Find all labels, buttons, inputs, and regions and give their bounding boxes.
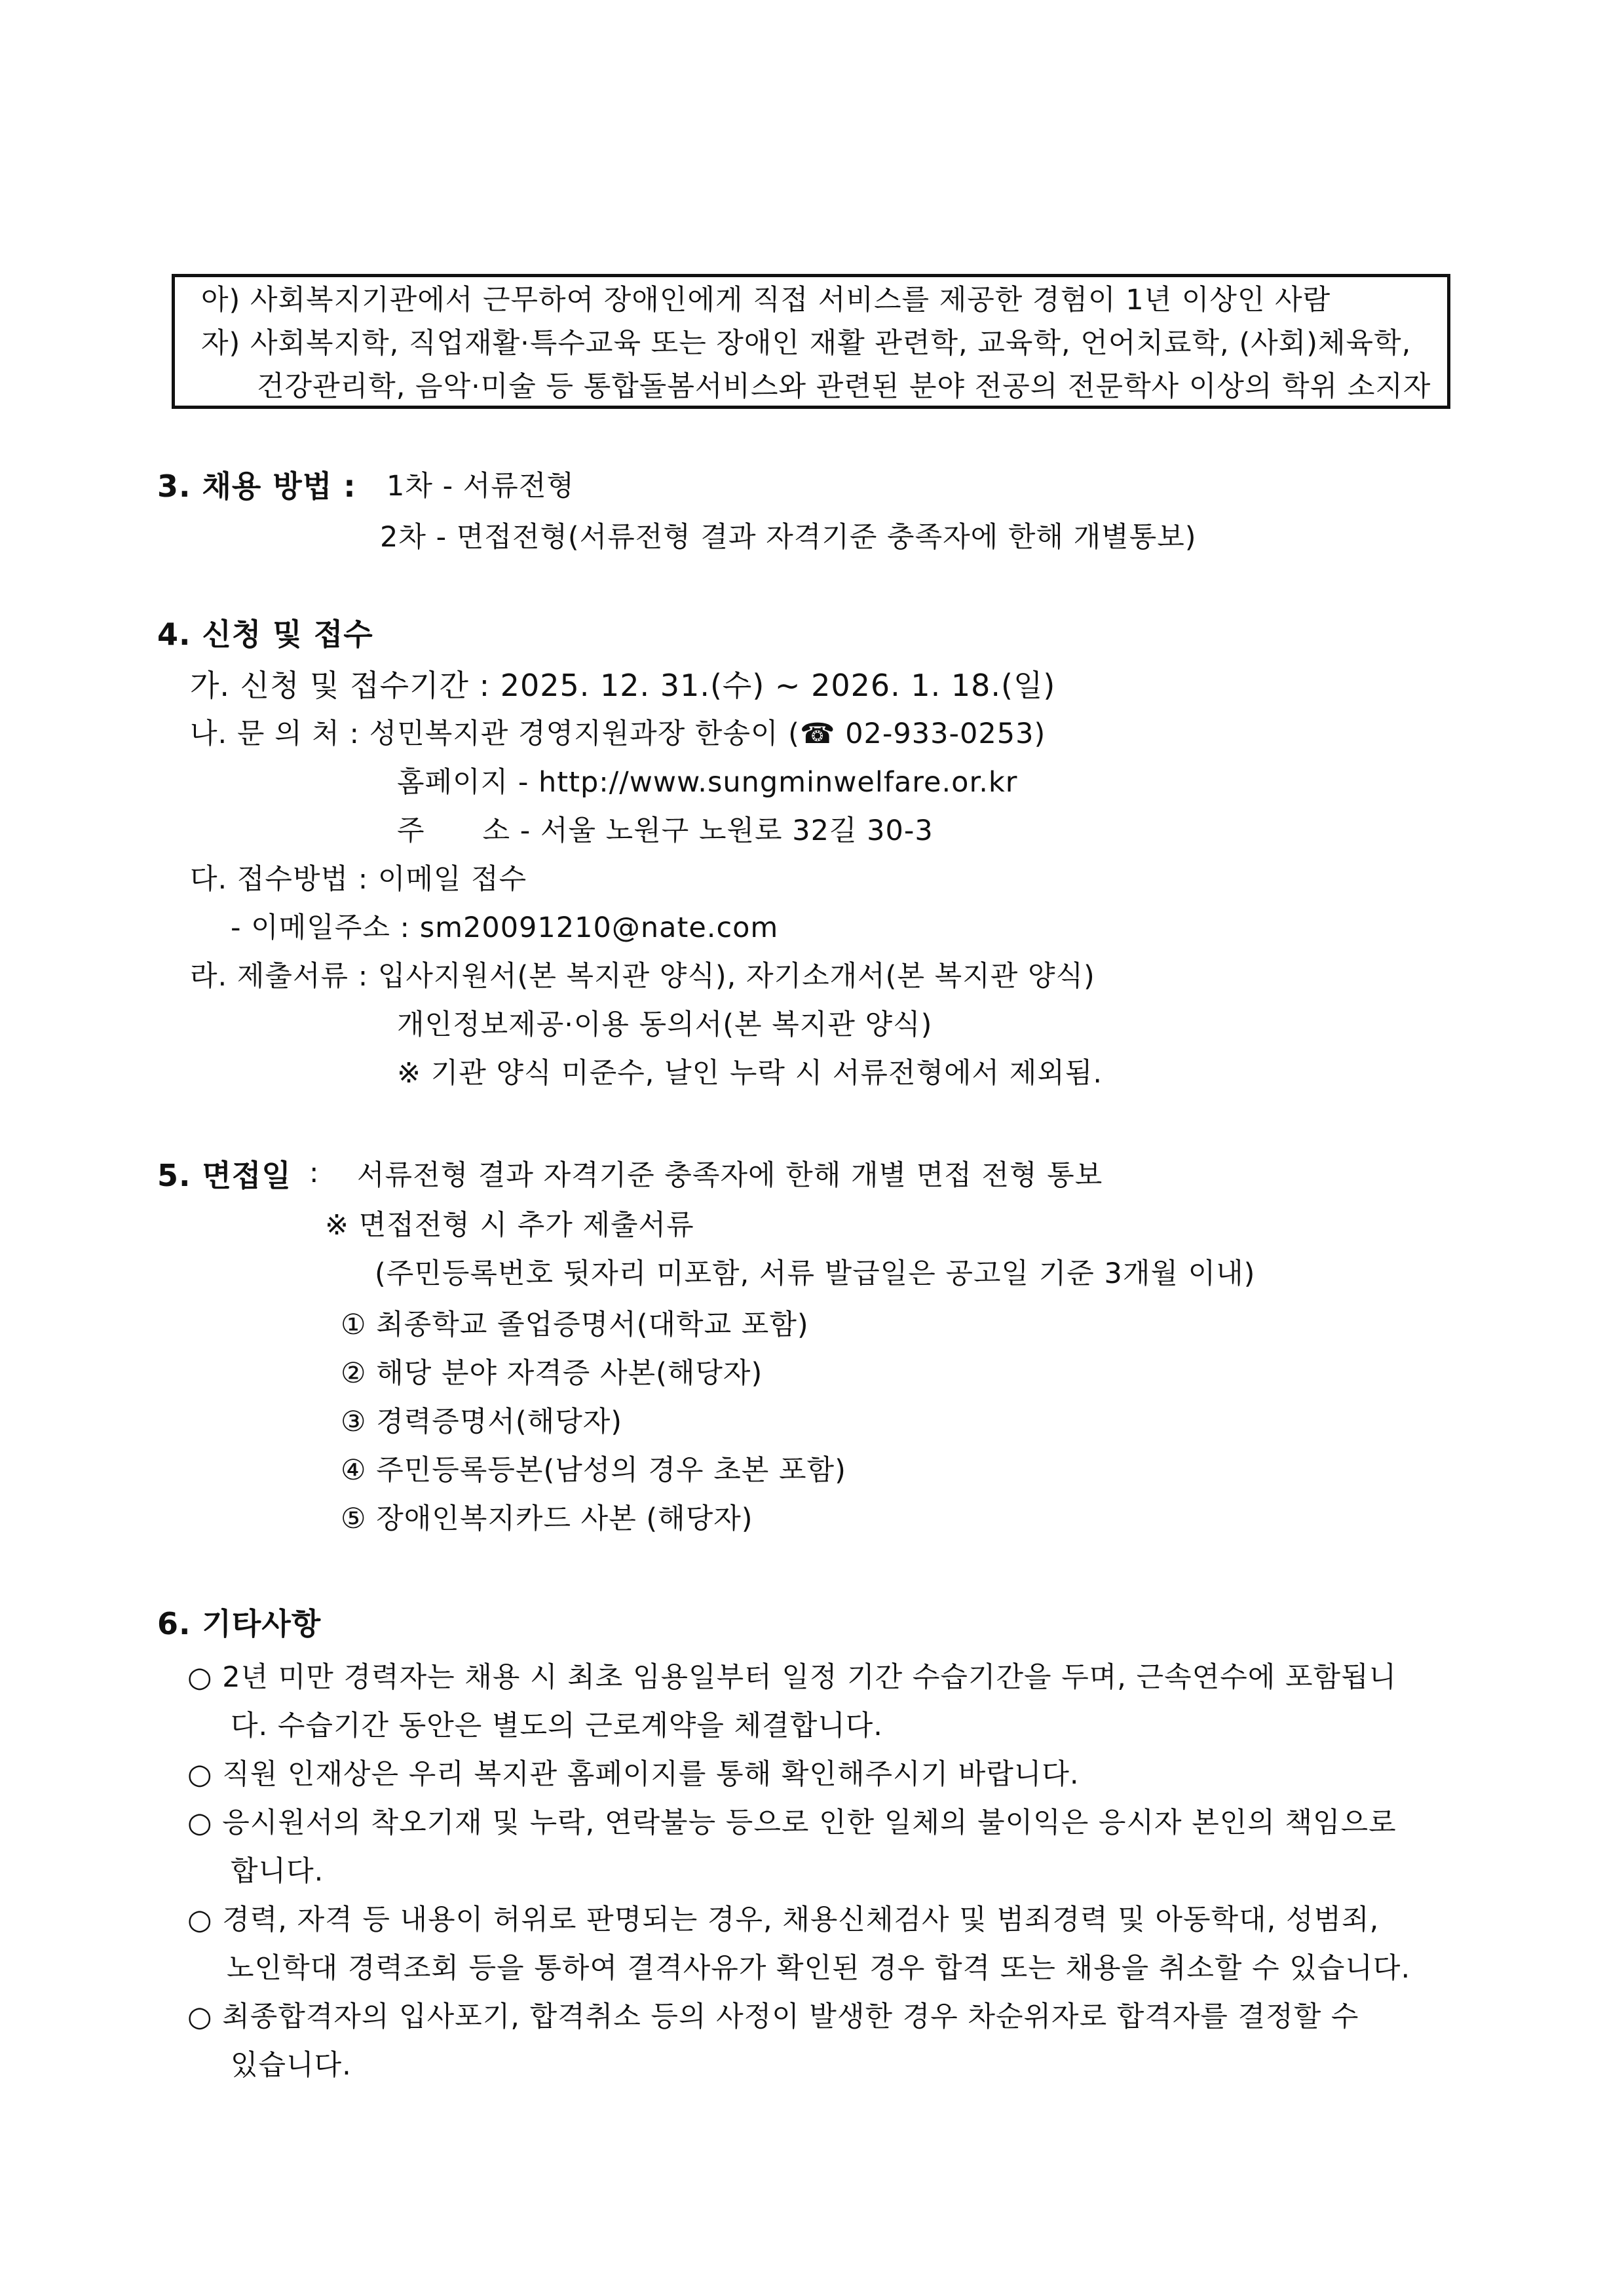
note-item-5-cont: 있습니다. — [231, 2049, 352, 2082]
required-documents: 라. 제출서류 : 입사지원서(본 복지관 양식), 자기소개서(본 복지관 양식) — [190, 960, 1095, 993]
qualification-line-a: 아) 사회복지기관에서 근무하여 장애인에게 직접 서비스를 제공한 경험이 1년 이상인 사람 — [201, 284, 1331, 316]
required-documents-2: 개인정보제공·이용 동의서(본 복지관 양식) — [397, 1008, 933, 1041]
section-5-heading: 5. 면접일 — [157, 1158, 292, 1193]
note-item-4-cont: 노인학대 경력조회 등을 통하여 결격사유가 확인된 경우 합격 또는 채용을 취소할 수 있습니다. — [227, 1952, 1411, 1985]
interview-notice: 서류전형 결과 자격기준 충족자에 한해 개별 면접 전형 통보 — [357, 1159, 1103, 1192]
submission-method: 다. 접수방법 : 이메일 접수 — [190, 863, 527, 896]
section-3-line-1: 1차 - 서류전형 — [387, 470, 575, 503]
homepage-link: 홈페이지 - http://www.sungminwelfare.or.kr — [397, 766, 1018, 799]
note-item-3: ○ 응시원서의 착오기재 및 누락, 연락불능 등으로 인한 일체의 불이익은 응시자 본인의 책임으로 — [187, 1807, 1397, 1839]
additional-docs-note: ※ 면접전형 시 추가 제출서류 — [325, 1209, 694, 1242]
qualification-line-b: 자) 사회복지학, 직업재활·특수교육 또는 장애인 재활 관련학, 교육학, 언어치료학, (사회)체육학, — [201, 327, 1412, 360]
contact-info: 나. 문 의 처 : 성민복지관 경영지원과장 한송이 (☎ 02-933-0253) — [190, 718, 1046, 750]
note-item-3-cont: 합니다. — [231, 1855, 324, 1888]
interview-doc-item: ① 최종학교 졸업증명서(대학교 포함) — [341, 1309, 809, 1341]
required-documents-note: ※ 기관 양식 미준수, 날인 누락 시 서류전형에서 제외됨. — [397, 1057, 1103, 1090]
section-3-heading: 3. 채용 방법 : — [157, 469, 356, 504]
interview-doc-item: ② 해당 분야 자격증 사본(해당자) — [341, 1357, 763, 1390]
section-5-colon: : — [309, 1157, 320, 1189]
qualification-line-b-cont: 건강관리학, 음악·미술 등 통합돌봄서비스와 관련된 분야 전공의 전문학사 이상의 학위 소지자 — [257, 370, 1431, 403]
interview-doc-item: ⑤ 장애인복지카드 사본 (해당자) — [341, 1502, 753, 1535]
qualification-box — [172, 274, 1450, 409]
note-item-5: ○ 최종합격자의 입사포기, 합격취소 등의 사정이 발생한 경우 차순위자로 합격자를 결정할 수 — [187, 2000, 1359, 2033]
additional-docs-condition: (주민등록번호 뒷자리 미포함, 서류 발급일은 공고일 기준 3개월 이내) — [375, 1257, 1256, 1290]
section-4-heading: 4. 신청 및 접수 — [157, 617, 373, 652]
note-item-1: ○ 2년 미만 경력자는 채용 시 최초 임용일부터 일정 기간 수습기간을 두며, 근속연수에 포함됩니 — [187, 1661, 1397, 1694]
apply-period: 가. 신청 및 접수기간 : 2025. 12. 31.(수) ~ 2026. 1. 18.(일) — [190, 668, 1056, 703]
address: 주 소 - 서울 노원구 노원로 32길 30-3 — [397, 814, 934, 847]
note-item-4: ○ 경력, 자격 등 내용이 허위로 판명되는 경우, 채용신체검사 및 범죄경력 및 아동학대, 성범죄, — [187, 1904, 1380, 1936]
interview-doc-item: ④ 주민등록등본(남성의 경우 초본 포함) — [341, 1454, 846, 1487]
email-address: - 이메일주소 : sm20091210@nate.com — [231, 911, 779, 944]
section-6-heading: 6. 기타사항 — [157, 1606, 322, 1641]
note-item-1-cont: 다. 수습기간 동안은 별도의 근로계약을 체결합니다. — [231, 1710, 883, 1742]
section-3-line-2: 2차 - 면접전형(서류전형 결과 자격기준 충족자에 한해 개별통보) — [380, 521, 1197, 554]
interview-doc-item: ③ 경력증명서(해당자) — [341, 1406, 623, 1438]
note-item-2: ○ 직원 인재상은 우리 복지관 홈페이지를 통해 확인해주시기 바랍니다. — [187, 1758, 1080, 1791]
